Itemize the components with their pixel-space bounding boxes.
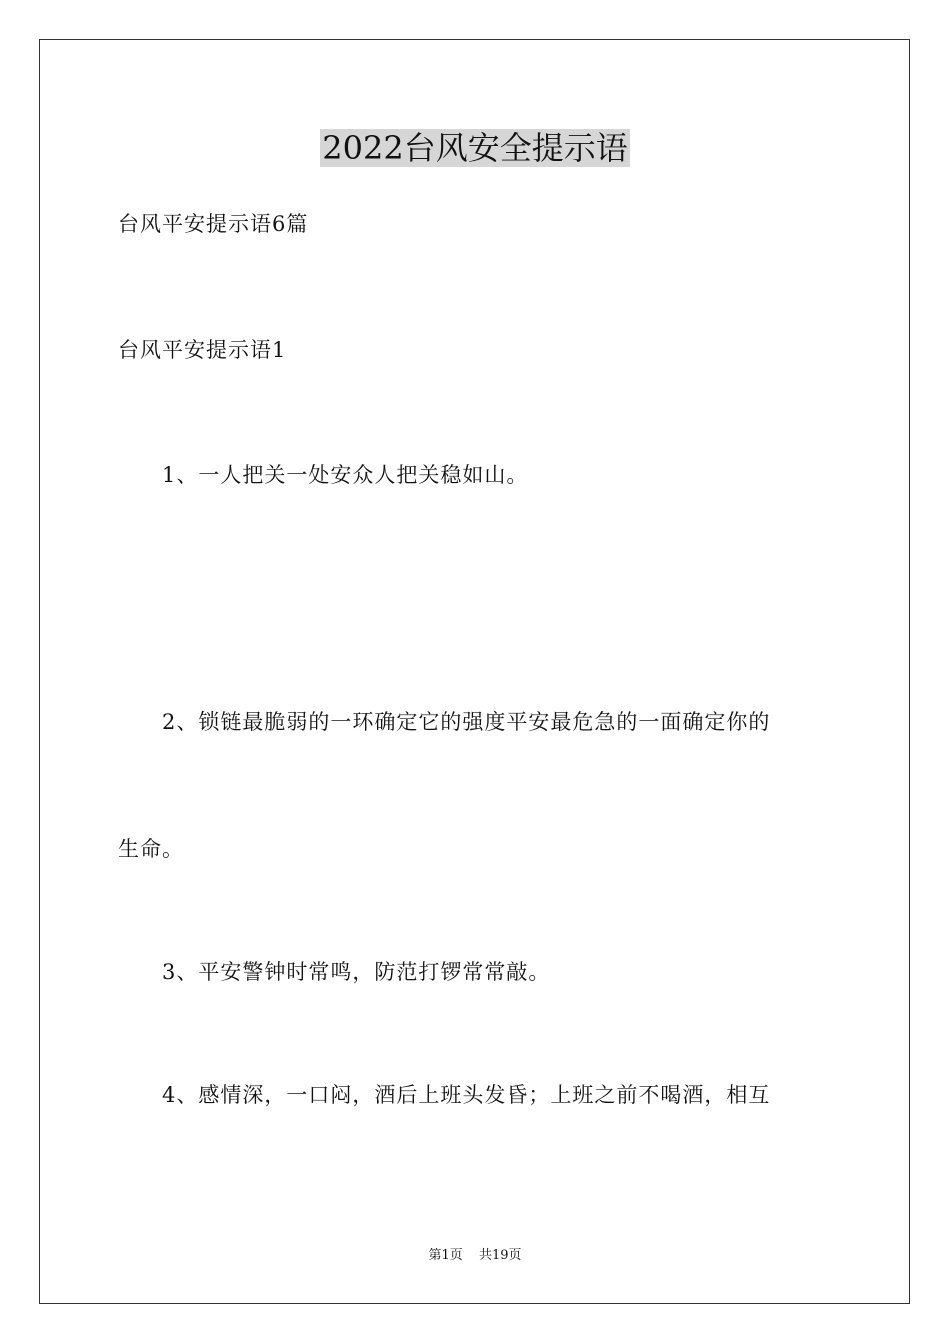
- list-item: 2、锁链最脆弱的一环确定它的强度平安最危急的一面确定你的: [162, 710, 771, 734]
- page-footer: [0, 1247, 950, 1265]
- list-item: 4、感情深，一口闷，酒后上班头发昏；上班之前不喝酒，相互: [162, 1083, 771, 1107]
- list-item-continuation: 生命。: [118, 837, 184, 861]
- list-item: 1、一人把关一处安众人把关稳如山。: [162, 463, 529, 487]
- page-total: 共19页: [478, 1248, 522, 1263]
- page-number: 第1页: [428, 1248, 463, 1263]
- document-title: [0, 126, 950, 170]
- section-heading: 台风平安提示语1: [118, 338, 287, 362]
- document-title-text: 2022台风安全提示语: [322, 129, 628, 167]
- list-item: 3、平安警钟时常鸣，防范打锣常常敲。: [162, 960, 551, 984]
- document-subtitle: 台风平安提示语6篇: [118, 212, 309, 236]
